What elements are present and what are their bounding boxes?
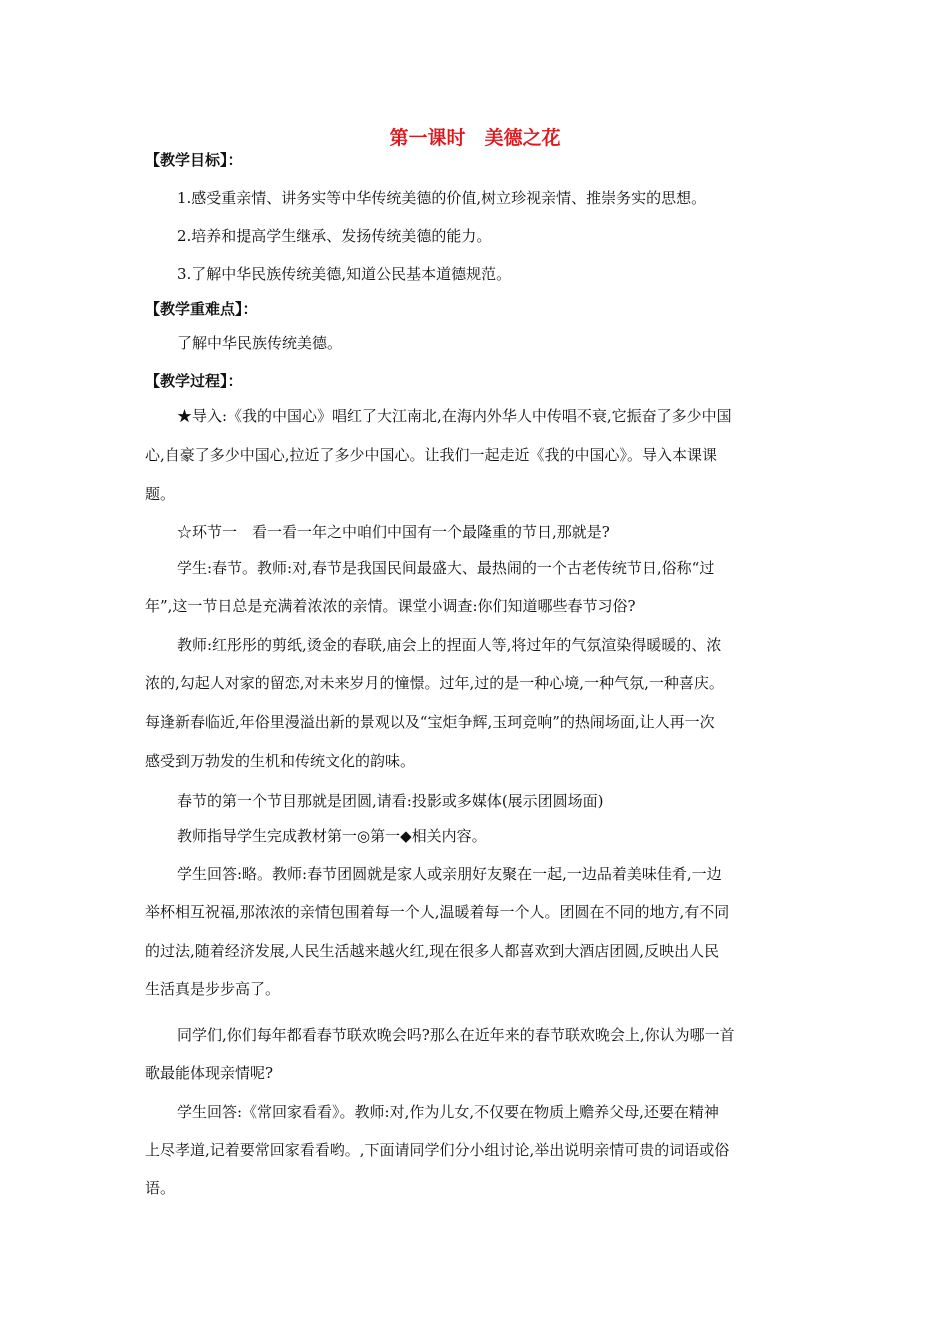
paragraph-line: 学生回答:《常回家看看》。教师:对,作为儿女,不仅要在物质上赡养父母,还要在精神	[177, 1103, 719, 1121]
page-title: 第一课时 美德之花	[389, 127, 561, 149]
paragraph-line: ☆环节一 看一看一年之中咱们中国有一个最隆重的节日,那就是?	[177, 523, 610, 541]
paragraph-line: 心,自豪了多少中国心,拉近了多少中国心。让我们一起走近《我的中国心》。导入本课课	[145, 446, 718, 464]
paragraph-line: ★导入:《我的中国心》唱红了大江南北,在海内外华人中传唱不衰,它振奋了多少中国	[177, 407, 732, 425]
paragraph-line: 的过法,随着经济发展,人民生活越来越火红,现在很多人都喜欢到大酒店团圆,反映出人民	[145, 942, 720, 960]
paragraph-line: 歌最能体现亲情呢?	[145, 1064, 274, 1082]
paragraph-line: 学生回答:略。教师:春节团圆就是家人或亲朋好友聚在一起,一边品着美味佳肴,一边	[177, 865, 722, 883]
section-heading-goals: 【教学目标】：	[145, 151, 243, 169]
section-heading-process: 【教学过程】：	[145, 372, 243, 390]
paragraph-line: 语。	[145, 1179, 176, 1197]
paragraph-line: 每逢新春临近,年俗里漫溢出新的景观以及“宝炬争辉,玉珂竞响”的热闹场面,让人再一次	[145, 713, 715, 731]
paragraph-line: 教师:红彤彤的剪纸,烫金的春联,庙会上的捏面人等,将过年的气氛渲染得暖暖的、浓	[177, 636, 722, 654]
key-point-text: 了解中华民族传统美德。	[177, 334, 343, 352]
section-heading-key: 【教学重难点】：	[145, 300, 258, 318]
paragraph-line: 同学们,你们每年都看春节联欢晚会吗?那么在近年来的春节联欢晚会上,你认为哪一首	[177, 1026, 735, 1044]
paragraph-line: 教师指导学生完成教材第一◎第一◆相关内容。	[177, 827, 487, 845]
paragraph-line: 上尽孝道,记着要常回家看看哟。,下面请同学们分小组讨论,举出说明亲情可贵的词语或俗	[145, 1141, 730, 1159]
goal-item: 2.培养和提高学生继承、发扬传统美德的能力。	[177, 227, 492, 245]
paragraph-line: 题。	[145, 485, 176, 503]
paragraph-line: 学生:春节。教师:对,春节是我国民间最盛大、最热闹的一个古老传统节日,俗称“过	[177, 559, 715, 577]
paragraph-line: 春节的第一个节目那就是团圆,请看:投影或多媒体(展示团圆场面)	[177, 792, 604, 810]
paragraph-line: 浓的,勾起人对家的留恋,对未来岁月的憧憬。过年,过的是一种心境,一种气氛,一种喜庆。	[145, 674, 724, 692]
paragraph-line: 生活真是步步高了。	[145, 980, 281, 998]
goal-item: 1.感受重亲情、讲务实等中华传统美德的价值,树立珍视亲情、推崇务实的思想。	[177, 189, 707, 207]
paragraph-line: 感受到万勃发的生机和传统文化的韵味。	[145, 752, 416, 770]
paragraph-line: 举杯相互祝福,那浓浓的亲情包围着每一个人,温暖着每一个人。团圆在不同的地方,有不同	[145, 903, 730, 921]
goal-item: 3.了解中华民族传统美德,知道公民基本道德规范。	[177, 265, 512, 283]
paragraph-line: 年”,这一节日总是充满着浓浓的亲情。课堂小调查:你们知道哪些春节习俗?	[145, 597, 636, 615]
